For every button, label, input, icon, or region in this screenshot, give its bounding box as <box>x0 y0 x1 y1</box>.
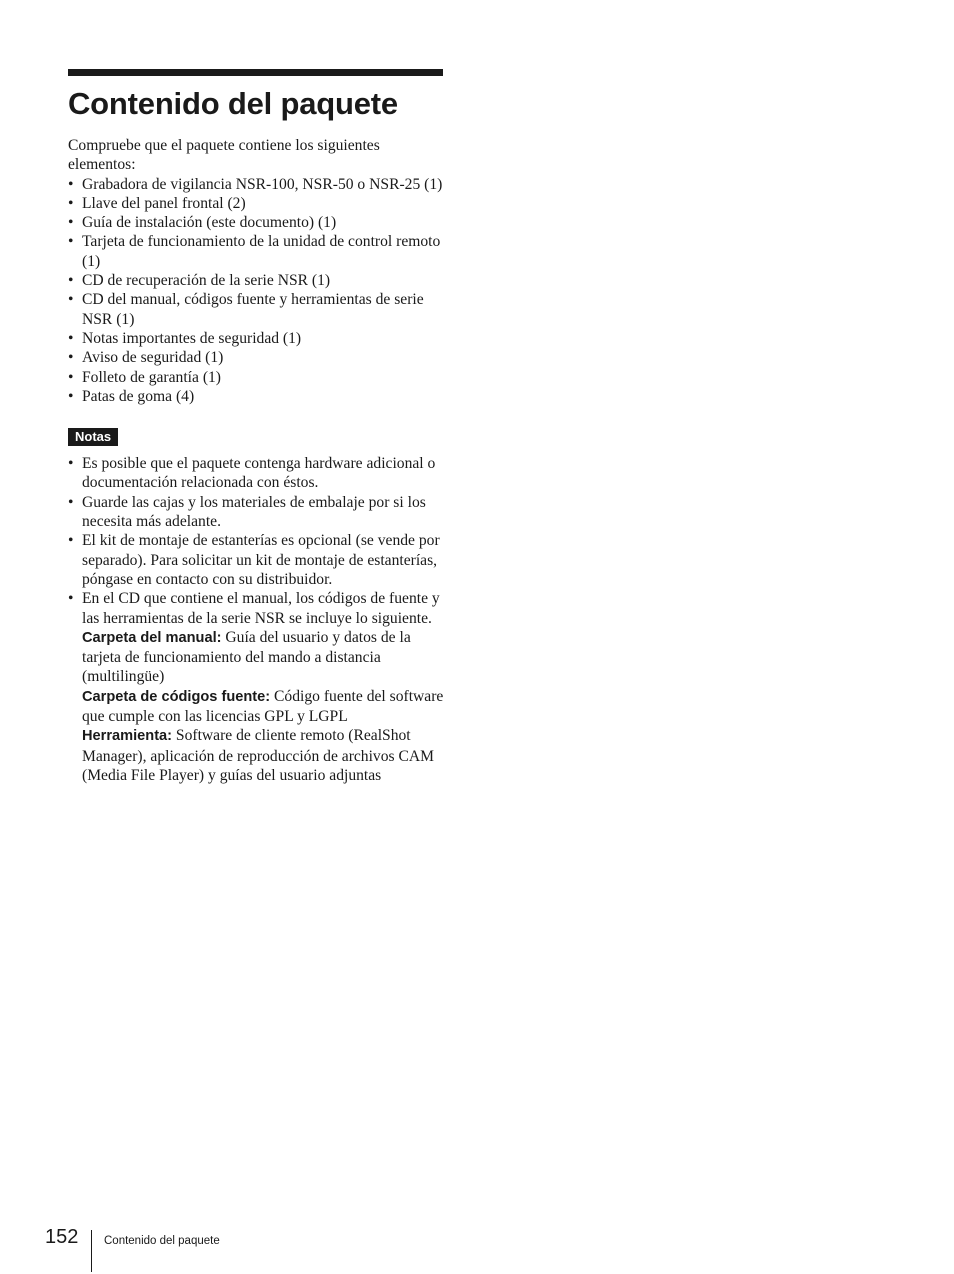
bullet-icon: • <box>68 272 74 290</box>
list-item <box>68 271 444 290</box>
list-item <box>68 531 444 589</box>
list-item <box>68 348 444 367</box>
list-item <box>68 232 444 271</box>
list-item-text: Patas de goma (4) <box>82 387 195 405</box>
folder-description: Software de cliente remoto (RealShot Manager), aplicación de reproducción de archivos CAM (Media File Player) y guías del usuario adjuntas <box>82 727 435 784</box>
list-item <box>68 175 444 194</box>
folder-label: Carpeta de códigos fuente: <box>82 688 271 705</box>
list-item <box>68 387 444 406</box>
folder-description: Código fuente del software que cumple con las licencias GPL y LGPL <box>82 687 444 726</box>
note-text: En el CD que contiene el manual, los códigos de fuente y las herramientas de la serie NSR se incluye lo siguiente. <box>82 590 440 627</box>
list-item-text: CD de recuperación de la serie NSR (1) <box>82 272 331 290</box>
notes-badge: Notas <box>68 428 118 446</box>
list-item-text: CD del manual, códigos fuente y herramientas de serie NSR (1) <box>82 291 424 328</box>
list-item <box>68 290 444 329</box>
list-item <box>68 589 444 628</box>
bullet-icon: • <box>68 233 74 251</box>
bullet-icon: • <box>68 214 74 232</box>
bullet-icon: • <box>68 368 74 386</box>
page-title: Contenido del paquete <box>68 86 398 121</box>
bullet-icon: • <box>68 493 74 511</box>
page-number: 152 <box>45 1226 79 1248</box>
folder-tool <box>68 726 444 785</box>
intro-text: Compruebe que el paquete contiene los siguientes elementos: <box>68 137 380 174</box>
list-item-text: Grabadora de vigilancia NSR-100, NSR-50 o NSR-25 (1) <box>82 175 443 193</box>
list-item <box>68 194 444 213</box>
folder-label: Herramienta: <box>82 728 173 745</box>
list-item-text: Aviso de seguridad (1) <box>82 349 224 367</box>
notes-list <box>68 454 444 628</box>
note-text: Guarde las cajas y los materiales de embalaje por si los necesita más adelante. <box>82 493 426 531</box>
list-item <box>68 454 444 493</box>
folder-manual <box>68 628 444 687</box>
folder-label: Carpeta del manual: <box>82 629 222 646</box>
package-contents-list <box>68 175 444 407</box>
bullet-icon: • <box>68 349 74 367</box>
bullet-icon: • <box>68 387 74 405</box>
note-text: Es posible que el paquete contenga hardware adicional o documentación relacionada con éstos. <box>82 455 436 492</box>
list-item-text: Folleto de garantía (1) <box>82 368 221 386</box>
footer-section-title: Contenido del paquete <box>104 1235 220 1247</box>
list-item <box>68 329 444 348</box>
list-item-text: Llave del panel frontal (2) <box>82 194 246 212</box>
folder-description: Guía del usuario y datos de la tarjeta de funcionamiento del mando a distancia (multilingüe) <box>82 628 411 686</box>
folder-source-code <box>68 687 444 727</box>
title-rule <box>68 69 443 76</box>
list-item <box>68 493 444 532</box>
footer-divider <box>91 1230 92 1272</box>
bullet-icon: • <box>68 532 74 550</box>
bullet-icon: • <box>68 590 74 608</box>
bullet-icon: • <box>68 455 74 473</box>
note-text: El kit de montaje de estanterías es opcional (se vende por separado). Para solicitar un kit de montaje de estanterías, póngase en contacto con su distribuidor. <box>82 532 440 588</box>
bullet-icon: • <box>68 175 74 193</box>
list-item-text: Guía de instalación (este documento) (1) <box>82 214 337 232</box>
bullet-icon: • <box>68 329 74 347</box>
main-column <box>68 69 444 785</box>
list-item <box>68 213 444 232</box>
bullet-icon: • <box>68 291 74 309</box>
list-item <box>68 368 444 387</box>
bullet-icon: • <box>68 194 74 212</box>
list-item-text: Tarjeta de funcionamiento de la unidad de control remoto (1) <box>82 233 441 270</box>
list-item-text: Notas importantes de seguridad (1) <box>82 329 302 347</box>
